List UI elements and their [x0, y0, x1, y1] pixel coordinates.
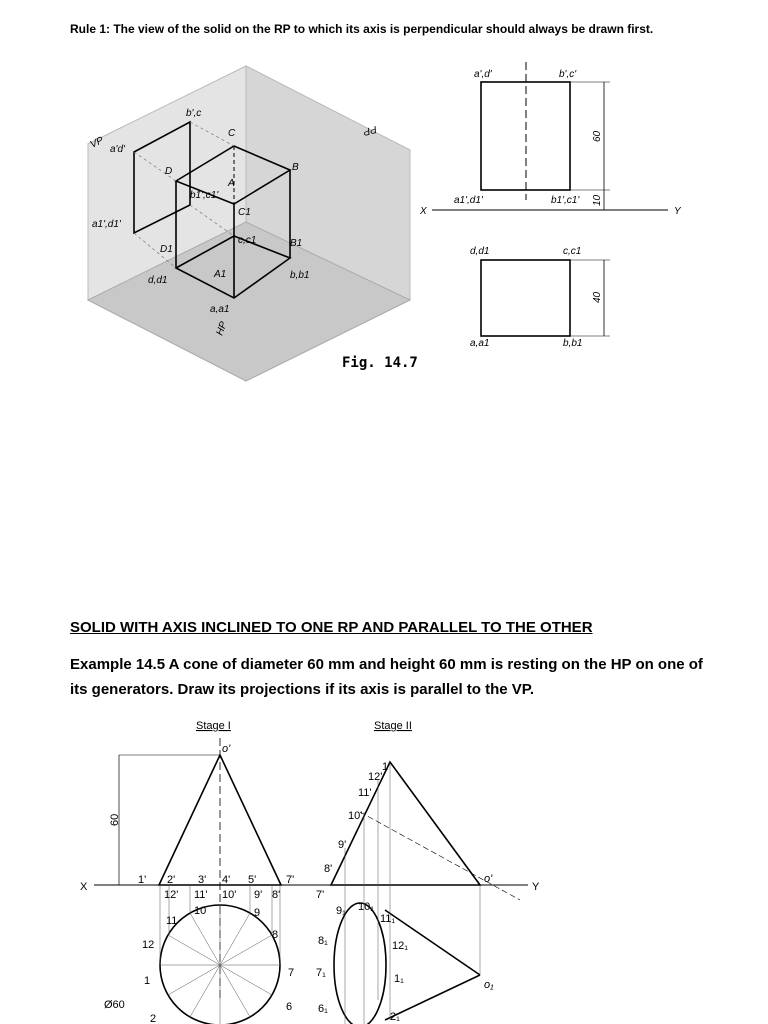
iso-label: D1	[160, 244, 173, 255]
fv2-label: 10'	[348, 810, 363, 822]
iso-label: D	[165, 166, 173, 177]
iso-label: b1',c1'	[190, 190, 219, 201]
tv-label: 11	[166, 915, 178, 927]
dim-depth: 40	[592, 291, 603, 303]
y-label: Y	[674, 206, 681, 217]
tv-label: 9	[254, 907, 261, 919]
apex-label: o'	[222, 743, 231, 755]
diameter-dim: Ø60	[104, 999, 125, 1011]
tv-label: 7	[288, 967, 295, 979]
fv-label: 10'	[222, 889, 237, 901]
fv-label: 8'	[272, 889, 281, 901]
figure-14-7	[0, 0, 768, 400]
y-label: Y	[532, 881, 540, 893]
tv-label: 2	[150, 1013, 157, 1024]
pp-label: PP	[362, 123, 378, 138]
tv2-label: 7₁	[316, 967, 326, 979]
stage1-label: Stage I	[196, 720, 231, 732]
iso-label: A	[228, 178, 235, 189]
fv2-label: o'	[484, 873, 493, 885]
tv2-label: 12₁	[392, 940, 408, 952]
fv-label: 11'	[194, 889, 208, 901]
fv2-label: 1'	[382, 761, 391, 773]
fv2-label: 11'	[358, 787, 372, 799]
tv2-label: 2₁	[390, 1011, 400, 1023]
x-label: X	[80, 881, 88, 893]
ortho-label: a',d'	[474, 69, 492, 80]
iso-label: C	[228, 128, 236, 139]
fv2-label: 7'	[316, 889, 325, 901]
iso-label: a1',d1'	[92, 219, 121, 230]
iso-label: B	[292, 162, 299, 173]
iso-label: b,b1	[290, 270, 310, 281]
fv-label: 9'	[254, 889, 263, 901]
tv2-label: 8₁	[318, 935, 328, 947]
example-statement: Example 14.5 A cone of diameter 60 mm and height 60 mm is resting on the HP on one of its generators. Draw its projections if its axis is parallel to the VP.	[70, 656, 703, 698]
dim-height: 60	[592, 130, 603, 142]
tv2-label: 11₁	[380, 913, 396, 925]
tv-label: 10	[194, 905, 207, 917]
fv-label: 12'	[164, 889, 179, 901]
fv2-label: 12'	[368, 771, 383, 783]
iso-label: B1	[290, 238, 303, 249]
stage2-label: Stage II	[374, 720, 412, 732]
fv-label: 3'	[198, 874, 207, 886]
hp-label: HP	[214, 320, 230, 338]
iso-label: b',c	[186, 108, 202, 119]
tv-label: 1	[144, 975, 151, 987]
iso-label: C1	[238, 207, 251, 218]
vp-label: VP	[88, 135, 106, 151]
iso-label: a'd'	[110, 144, 125, 155]
tv2-label: 9₁	[336, 905, 346, 917]
iso-label: A1	[214, 269, 227, 280]
iso-label: a,a1	[210, 304, 230, 315]
ortho-label: a,a1	[470, 338, 490, 349]
x-label: X	[420, 206, 427, 217]
fv-label: 5'	[248, 874, 257, 886]
tv-label: 6	[286, 1001, 293, 1013]
ortho-label: b,b1	[563, 338, 583, 349]
tv2-label: 1₁	[394, 973, 404, 985]
fv-label: 7'	[286, 874, 295, 886]
fv-label: 4'	[222, 874, 231, 886]
tv2-label: 10₁	[358, 901, 374, 913]
tv-label: 12	[142, 939, 155, 951]
fv2-label: 9'	[338, 839, 347, 851]
ortho-label: b1',c1'	[551, 195, 580, 206]
rule-statement: Rule 1: The view of the solid on the RP to which its axis is perpendicular should always be drawn first.	[70, 22, 654, 36]
ortho-label: b',c'	[559, 69, 577, 80]
figure-caption: Fig. 14.7	[342, 355, 418, 371]
fv-label: 1'	[138, 874, 147, 886]
tv-label: 8	[272, 929, 279, 941]
ortho-label: a1',d1'	[454, 195, 483, 206]
iso-label: d,d1	[148, 275, 168, 286]
ortho-label: d,d1	[470, 246, 490, 257]
tv2-label: o₁	[484, 979, 494, 991]
height-dim: 60	[109, 813, 121, 826]
ortho-label: c,c1	[563, 246, 582, 257]
iso-label: c,c1	[238, 235, 257, 246]
dim-gap: 10	[592, 194, 603, 206]
fv-label: 2'	[167, 874, 176, 886]
fv2-label: 8'	[324, 863, 333, 875]
cone-drawing	[0, 700, 768, 1024]
tv2-label: 6₁	[318, 1003, 328, 1015]
section-heading: SOLID WITH AXIS INCLINED TO ONE RP AND PARALLEL TO THE OTHER	[70, 619, 593, 636]
stage2-front-view	[331, 762, 480, 885]
